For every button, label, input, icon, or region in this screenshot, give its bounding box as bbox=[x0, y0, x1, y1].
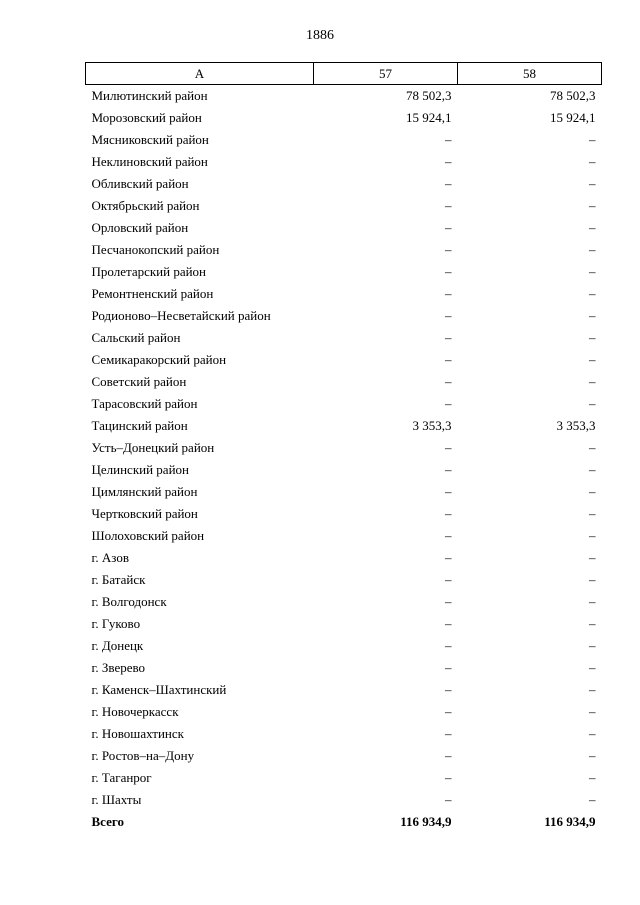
row-value-58: – bbox=[589, 594, 596, 609]
total-row bbox=[86, 811, 602, 833]
row-value-58: 3 353,3 bbox=[556, 418, 596, 433]
row-name: Песчанокопский район bbox=[91, 242, 220, 257]
row-value-58: – bbox=[589, 660, 596, 675]
row-name: Цимлянский район bbox=[91, 484, 198, 499]
row-value-57: – bbox=[445, 352, 452, 367]
row-value-58: – bbox=[589, 792, 596, 807]
row-value-57: – bbox=[445, 748, 452, 763]
table-row bbox=[86, 173, 602, 195]
row-value-58: – bbox=[589, 330, 596, 345]
row-value-57: – bbox=[445, 220, 452, 235]
row-name: Родионово–Несветайский район bbox=[91, 308, 271, 323]
row-name: г. Новошахтинск bbox=[91, 726, 184, 741]
row-value-58: – bbox=[589, 440, 596, 455]
row-value-58: – bbox=[589, 484, 596, 499]
table-row bbox=[86, 327, 602, 349]
row-value-57: – bbox=[445, 176, 452, 191]
row-value-57: – bbox=[445, 484, 452, 499]
row-name: г. Таганрог bbox=[91, 770, 152, 785]
row-value-57: – bbox=[445, 286, 452, 301]
table-row bbox=[86, 459, 602, 481]
table-row bbox=[86, 151, 602, 173]
table-row bbox=[86, 261, 602, 283]
row-value-58: – bbox=[589, 528, 596, 543]
row-value-58: – bbox=[589, 264, 596, 279]
row-value-57: – bbox=[445, 638, 452, 653]
table-row bbox=[86, 481, 602, 503]
row-name: г. Донецк bbox=[91, 638, 144, 653]
table-row bbox=[86, 129, 602, 151]
row-name: Пролетарский район bbox=[91, 264, 207, 279]
data-table bbox=[85, 62, 602, 833]
row-name: г. Азов bbox=[91, 550, 129, 565]
row-value-58: – bbox=[589, 374, 596, 389]
row-value-58: – bbox=[589, 462, 596, 477]
row-name: г. Волгодонск bbox=[91, 594, 167, 609]
table-row bbox=[86, 415, 602, 437]
row-name: г. Каменск–Шахтинский bbox=[91, 682, 227, 697]
table-row bbox=[86, 437, 602, 459]
table-row bbox=[86, 525, 602, 547]
row-value-58: – bbox=[589, 220, 596, 235]
row-name: Сальский район bbox=[91, 330, 181, 345]
row-value-58: – bbox=[589, 638, 596, 653]
table-row bbox=[86, 745, 602, 767]
row-value-57: 78 502,3 bbox=[406, 88, 452, 103]
row-value-58: – bbox=[589, 352, 596, 367]
row-name: Милютинский район bbox=[91, 88, 208, 103]
row-name: Шолоховский район bbox=[91, 528, 205, 543]
row-value-57: – bbox=[445, 154, 452, 169]
row-name: Неклиновский район bbox=[91, 154, 208, 169]
row-name: г. Новочеркасск bbox=[91, 704, 179, 719]
table-row bbox=[86, 349, 602, 371]
header-col-a: А bbox=[86, 63, 314, 85]
row-value-58: – bbox=[589, 748, 596, 763]
table-row bbox=[86, 679, 602, 701]
row-value-58: – bbox=[589, 154, 596, 169]
table-row bbox=[86, 107, 602, 129]
row-name: Орловский район bbox=[91, 220, 189, 235]
row-name: г. Батайск bbox=[91, 572, 146, 587]
row-value-58: – bbox=[589, 396, 596, 411]
table-header bbox=[86, 63, 602, 85]
row-name: Тацинский район bbox=[91, 418, 188, 433]
row-value-57: – bbox=[445, 264, 452, 279]
table-row bbox=[86, 239, 602, 261]
row-value-58: – bbox=[589, 132, 596, 147]
header-row bbox=[86, 63, 602, 85]
row-name: Усть–Донецкий район bbox=[91, 440, 215, 455]
row-name: Ремонтненский район bbox=[91, 286, 214, 301]
row-value-57: – bbox=[445, 396, 452, 411]
row-name: Тарасовский район bbox=[91, 396, 198, 411]
row-value-57: – bbox=[445, 330, 452, 345]
row-name: г. Гуково bbox=[91, 616, 141, 631]
row-value-57: – bbox=[445, 594, 452, 609]
row-value-57: – bbox=[445, 308, 452, 323]
table-row bbox=[86, 635, 602, 657]
total-label: Всего bbox=[91, 814, 124, 829]
row-value-58: – bbox=[589, 770, 596, 785]
page-number: 1886 bbox=[306, 28, 334, 43]
header-col-58: 58 bbox=[458, 63, 602, 85]
table-row bbox=[86, 503, 602, 525]
table-row bbox=[86, 789, 602, 811]
row-value-58: – bbox=[589, 242, 596, 257]
row-name: г. Ростов–на–Дону bbox=[91, 748, 195, 763]
table-row bbox=[86, 613, 602, 635]
row-value-58: – bbox=[589, 506, 596, 521]
table-row bbox=[86, 195, 602, 217]
row-value-58: – bbox=[589, 308, 596, 323]
row-value-57: 3 353,3 bbox=[412, 418, 452, 433]
row-value-57: – bbox=[445, 616, 452, 631]
table-row bbox=[86, 305, 602, 327]
row-value-58: – bbox=[589, 176, 596, 191]
table-row bbox=[86, 371, 602, 393]
table-row bbox=[86, 85, 602, 108]
row-value-58: – bbox=[589, 682, 596, 697]
total-value-58: 116 934,9 bbox=[544, 814, 596, 829]
table-row bbox=[86, 283, 602, 305]
row-value-58: 15 924,1 bbox=[550, 110, 596, 125]
table-body bbox=[86, 85, 602, 834]
row-name: Советский район bbox=[91, 374, 187, 389]
row-value-58: – bbox=[589, 726, 596, 741]
table-row bbox=[86, 569, 602, 591]
row-name: Морозовский район bbox=[91, 110, 202, 125]
row-name: Семикаракорский район bbox=[91, 352, 227, 367]
row-value-57: – bbox=[445, 242, 452, 257]
header-col-57: 57 bbox=[314, 63, 458, 85]
row-value-57: – bbox=[445, 506, 452, 521]
table-row bbox=[86, 657, 602, 679]
row-value-58: 78 502,3 bbox=[550, 88, 596, 103]
table-row bbox=[86, 767, 602, 789]
row-value-57: – bbox=[445, 660, 452, 675]
table-row bbox=[86, 547, 602, 569]
row-name: Обливский район bbox=[91, 176, 189, 191]
row-value-57: – bbox=[445, 550, 452, 565]
row-name: Целинский район bbox=[91, 462, 189, 477]
row-value-58: – bbox=[589, 198, 596, 213]
row-value-57: – bbox=[445, 682, 452, 697]
total-value-57: 116 934,9 bbox=[400, 814, 452, 829]
row-value-57: – bbox=[445, 462, 452, 477]
row-value-57: – bbox=[445, 198, 452, 213]
row-value-57: 15 924,1 bbox=[406, 110, 452, 125]
row-value-58: – bbox=[589, 286, 596, 301]
row-value-58: – bbox=[589, 572, 596, 587]
row-name: г. Шахты bbox=[91, 792, 142, 807]
row-name: Мясниковский район bbox=[91, 132, 209, 147]
row-name: Чертковский район bbox=[91, 506, 198, 521]
table-row bbox=[86, 723, 602, 745]
table-row bbox=[86, 217, 602, 239]
row-value-57: – bbox=[445, 792, 452, 807]
table-row bbox=[86, 591, 602, 613]
row-value-57: – bbox=[445, 440, 452, 455]
row-value-57: – bbox=[445, 572, 452, 587]
row-name: Октябрьский район bbox=[91, 198, 200, 213]
row-value-58: – bbox=[589, 550, 596, 565]
row-value-57: – bbox=[445, 374, 452, 389]
row-value-57: – bbox=[445, 528, 452, 543]
row-value-57: – bbox=[445, 132, 452, 147]
table-row bbox=[86, 393, 602, 415]
row-value-58: – bbox=[589, 616, 596, 631]
row-value-57: – bbox=[445, 704, 452, 719]
row-value-58: – bbox=[589, 704, 596, 719]
row-value-57: – bbox=[445, 770, 452, 785]
row-name: г. Зверево bbox=[91, 660, 146, 675]
table-row bbox=[86, 701, 602, 723]
row-value-57: – bbox=[445, 726, 452, 741]
